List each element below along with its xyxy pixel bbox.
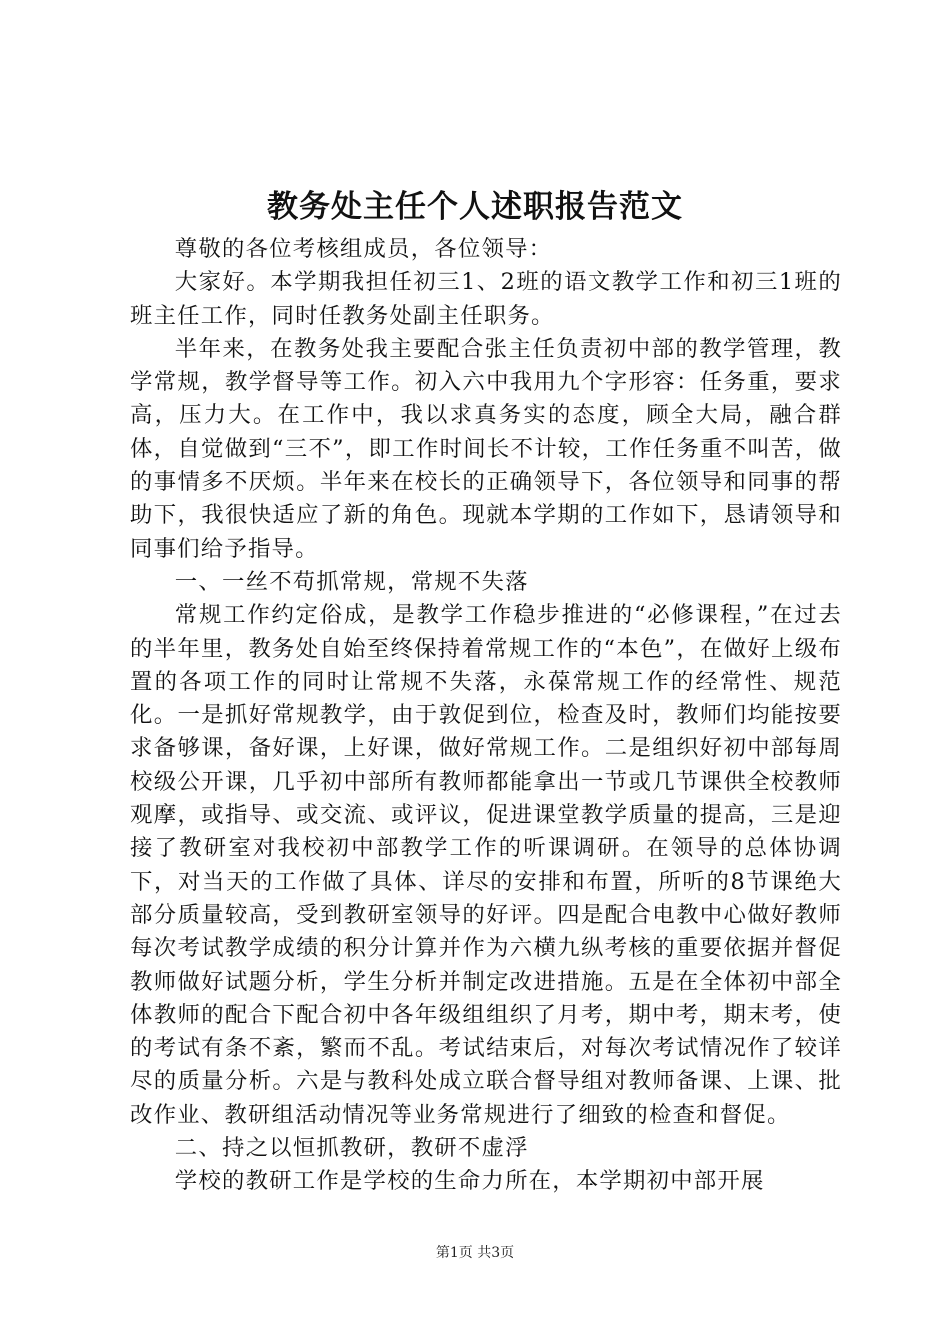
- section-2-paragraph: 学校的教研工作是学校的生命力所在，本学期初中部开展: [174, 1168, 765, 1195]
- section-heading-1: 一、一丝不苟抓常规，常规不失落: [174, 568, 529, 595]
- document-body: [130, 233, 842, 1199]
- intro-paragraph: 大家好。本学期我担任初三1、2班的语文教学工作和初三1班的班主任工作，同时任教务处副主任职务。: [130, 269, 842, 329]
- overview-paragraph: 半年来，在教务处我主要配合张主任负责初中部的教学管理，教学常规，教学督导等工作。初入六中我用九个字形容：任务重，要求高，压力大。在工作中，我以求真务实的态度，顾全大局，融合群体，自觉做到“三不”，即工作时间长不计较，工作任务重不叫苦，做的事情多不厌烦。半年来在校长的正确领导下，各位领导和同事的帮助下，我很快适应了新的角色。现就本学期的工作如下，恳请领导和同事们给予指导。: [130, 335, 842, 562]
- section-heading-2: 二、持之以恒抓教研，教研不虚浮: [174, 1135, 529, 1162]
- page-footer: 第1页 共3页: [435, 1245, 515, 1261]
- salutation-paragraph: 尊敬的各位考核组成员，各位领导：: [174, 236, 553, 262]
- document-title: 教务处主任个人述职报告范文: [267, 189, 683, 225]
- section-1-paragraph: 常规工作约定俗成，是教学工作稳步推进的“必修课程，”在过去的半年里，教务处自始至终保持着常规工作的“本色”，在做好上级布置的各项工作的同时让常规不失落，永葆常规工作的经常性、规范化。一是抓好常规教学，由于敦促到位，检查及时，教师们均能按要求备够课，备好课，上好课，做好常规工作。二是组织好初中部每周校级公开课，几乎初中部所有教师都能拿出一节或几节课供全校教师观摩，或指导、或交流、或评议，促进课堂教学质量的提高，三是迎接了教研室对我校初中部教学工作的听课调研。在领导的总体协调下，对当天的工作做了具体、详尽的安排和布置，所听的8节课绝大部分质量较高，受到教研室领导的好评。四是配合电教中心做好教师每次考试教学成绩的积分计算并作为六横九纵考核的重要依据并督促教师做好试题分析，学生分析并制定改进措施。五是在全体初中部全体教师的配合下配合初中各年级组组织了月考，期中考，期末考，使的考试有条不紊，繁而不乱。考试结束后，对每次考试情况作了较详尽的质量分析。六是与教科处成立联合督导组对教师备课、上课、批改作业、教研组活动情况等业务常规进行了细致的检查和督促。: [130, 602, 842, 1128]
